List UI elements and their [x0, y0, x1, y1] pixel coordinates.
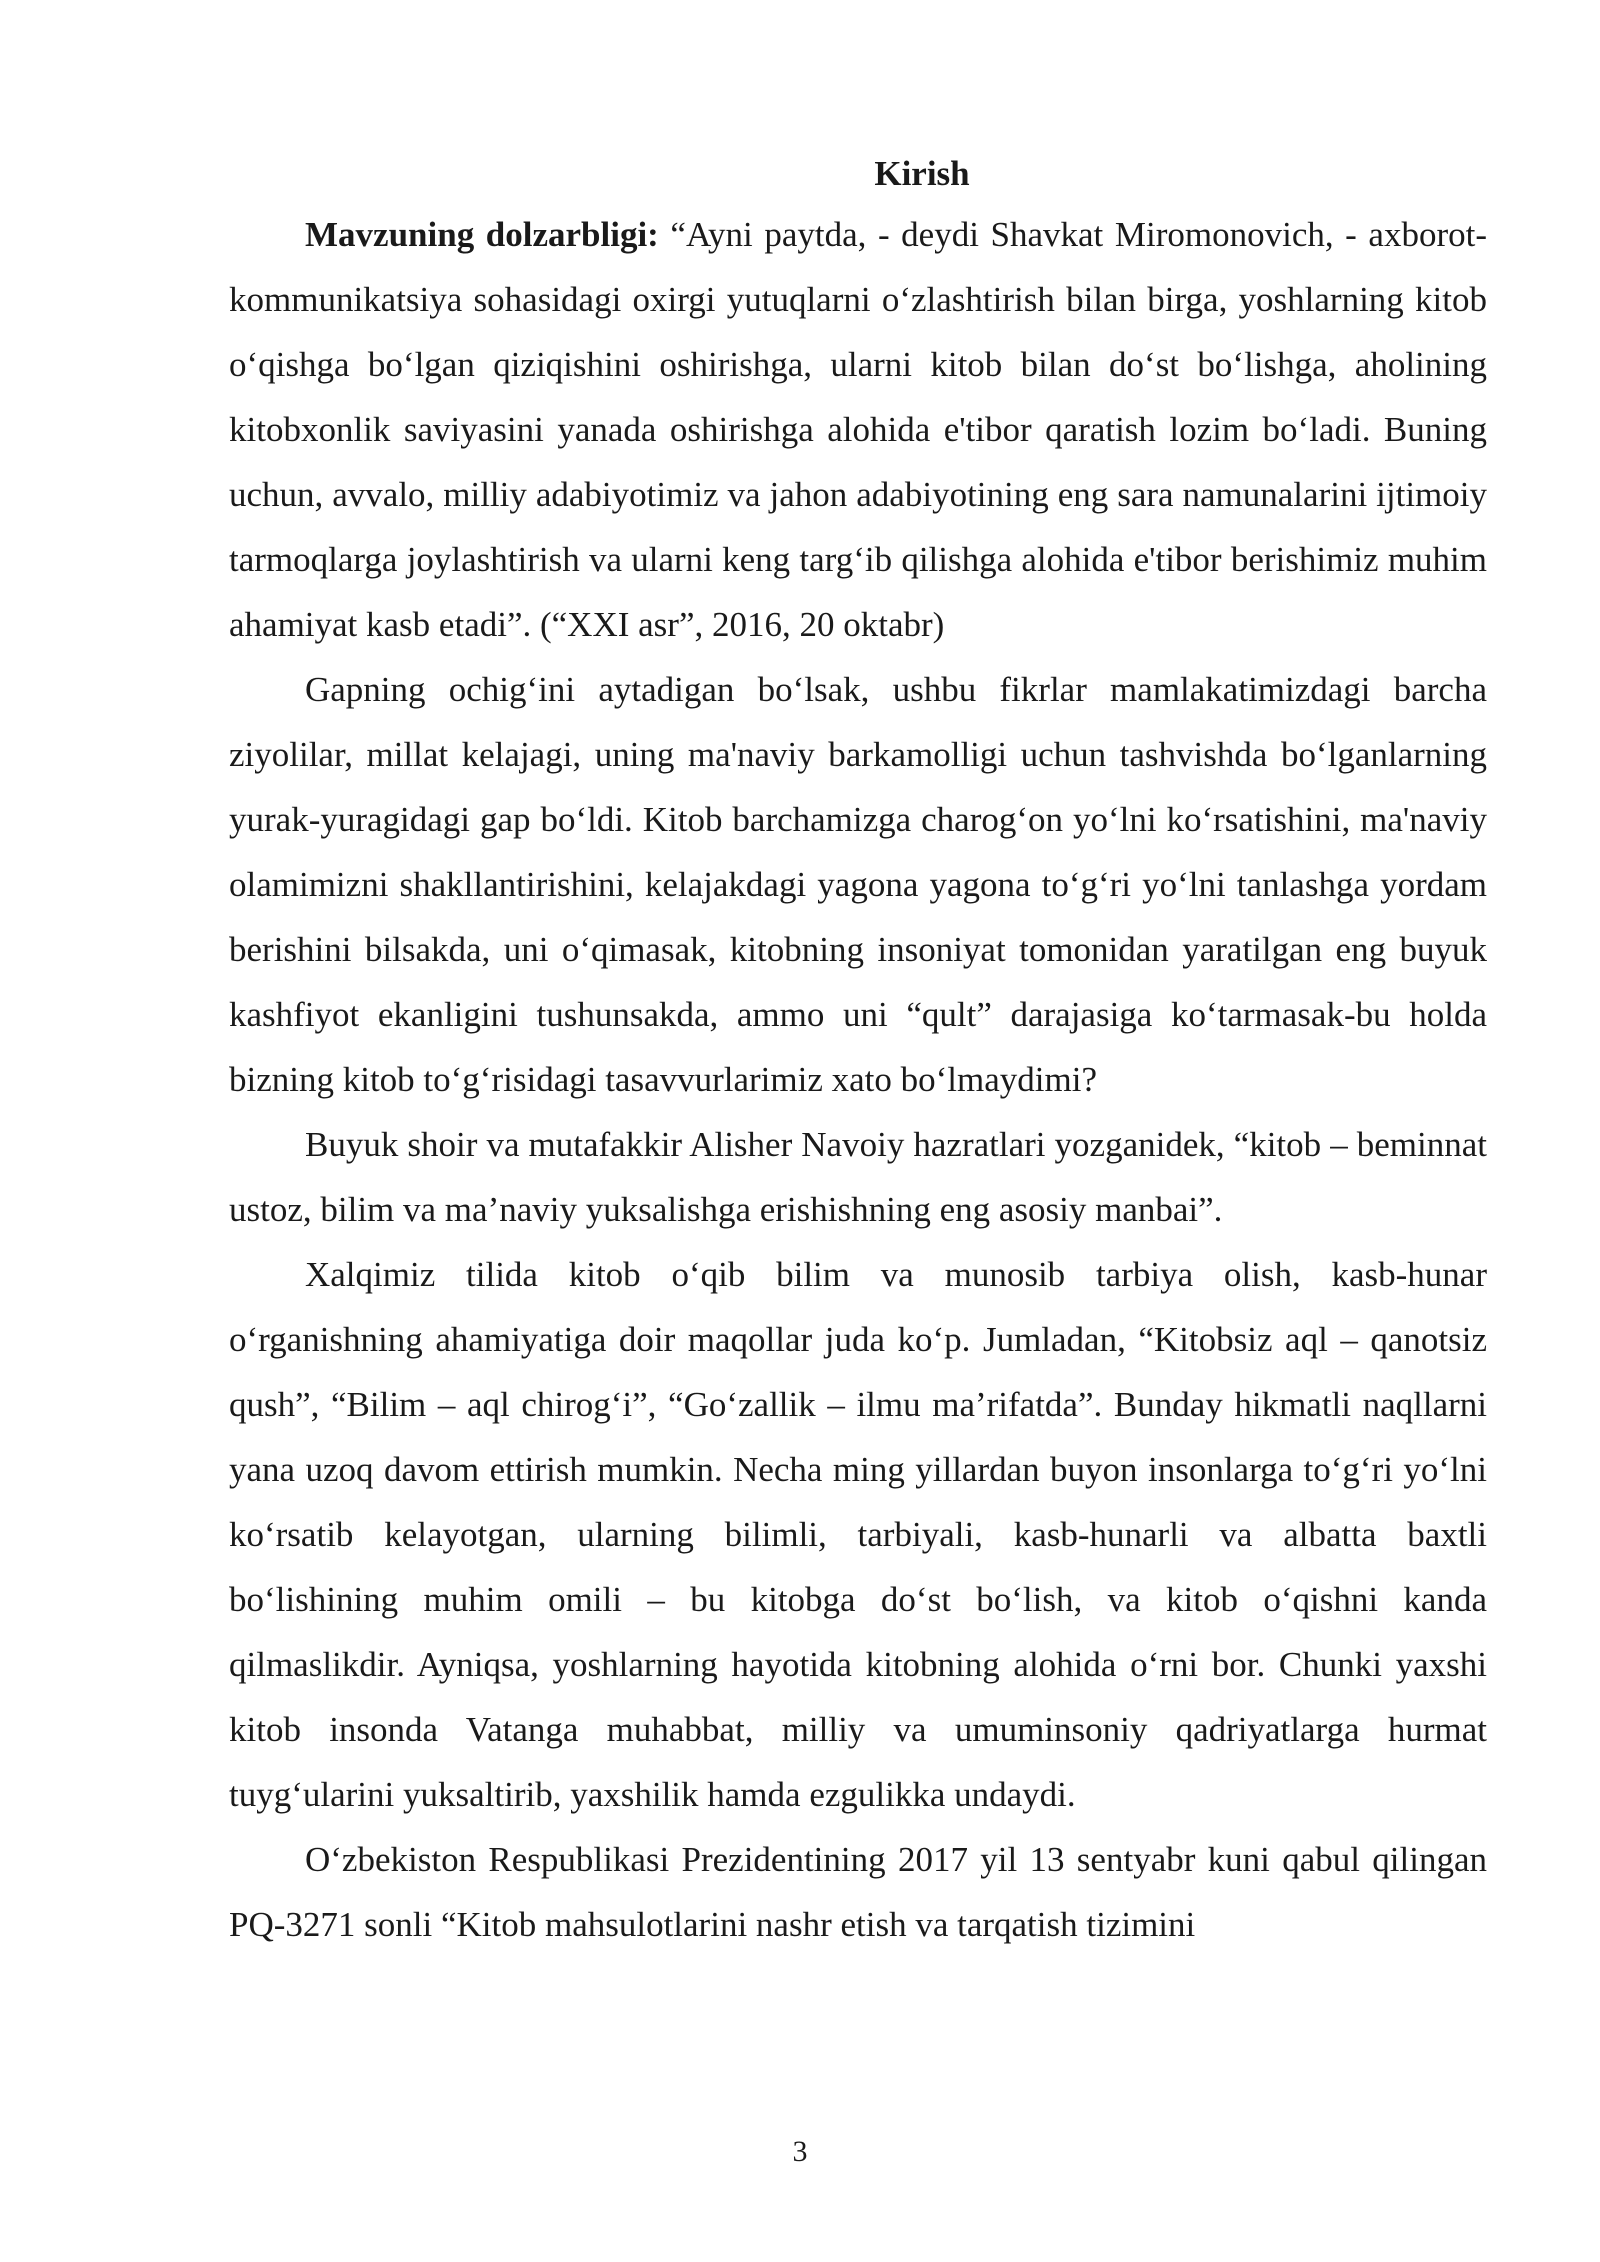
page-number: 3: [792, 2135, 808, 2168]
paragraph: [229, 1827, 1487, 1957]
document-body: [229, 148, 1487, 1957]
section-title: Kirish: [874, 154, 970, 193]
paragraph: [229, 657, 1487, 1112]
paragraph: [229, 1242, 1487, 1827]
paragraph-text: Xalqimiz tilida kitob oʻqib bilim va munosib tarbiya olish, kasb-hunar oʻrganishning ahamiyatiga doir maqollar juda koʻp. Jumladan, “Kitobsiz aql – qanotsiz qush”, “Bilim – aql chirogʻi”, “Goʻzallik – ilmu ma’rifatda”. Bunday hikmatli naqllarni yana uzoq davom ettirish mumkin. Necha ming yillardan buyon insonlarga toʻgʻri yoʻlni koʻrsatib kelayotgan, ularning bilimli, tarbiyali, kasb-hunarli va albatta baxtli boʻlishining muhim omili – bu kitobga doʻst boʻlish, va kitob oʻqishni kanda qilmaslikdir. Ayniqsa, yoshlarning hayotida kitobning alohida oʻrni bor. Chunki yaxshi kitob insonda Vatanga muhabbat, milliy va umuminsoniy qadriyatlarga hurmat tuygʻularini yuksaltirib, yaxshilik hamda ezgulikka undaydi.: [229, 1255, 1487, 1814]
paragraph-text: Oʻzbekiston Respublikasi Prezidentining 2017 yil 13 sentyabr kuni qabul qilingan PQ-3271 sonli “Kitob mahsulotlarini nashr etish va tarqatish tizimini: [229, 1840, 1487, 1944]
paragraph-text: Buyuk shoir va mutafakkir Alisher Navoiy hazratlari yozganidek, “kitob – beminnat ustoz, bilim va ma’naviy yuksalishga erishishning eng asosiy manbai”.: [229, 1125, 1487, 1229]
paragraph: [229, 1112, 1487, 1242]
paragraph-relevance: [229, 202, 1487, 657]
paragraph-lead: Mavzuning dolzarbligi:: [305, 215, 659, 254]
paragraph-text: Gapning ochigʻini aytadigan boʻlsak, ushbu fikrlar mamlakatimizdagi barcha ziyolilar, millat kelajagi, uning ma'naviy barkamolligi uchun tashvishda boʻlganlarning yurak-yuragidagi gap boʻldi. Kitob barchamizga charogʻon yoʻlni koʻrsatishini, ma'naviy olamimizni shakllantirishini, kelajakdagi yagona yagona toʻgʻri yoʻlni tanlashga yordam berishini bilsakda, uni oʻqimasak, kitobning insoniyat tomonidan yaratilgan eng buyuk kashfiyot ekanligini tushunsakda, ammo uni “qult” darajasiga koʻtarmasak-bu holda bizning kitob toʻgʻrisidagi tasavvurlarimiz xato boʻlmaydimi?: [229, 670, 1487, 1099]
paragraph-text: “Ayni paytda, - deydi Shavkat Miromonovich, - axborot-kommunikatsiya sohasidagi oxirgi yutuqlarni oʻzlashtirish bilan birga, yoshlarning kitob oʻqishga boʻlgan qiziqishini oshirishga, ularni kitob bilan doʻst boʻlishga, aholining kitobxonlik saviyasini yanada oshirishga alohida e'tibor qaratish lozim boʻladi. Buning uchun, avvalo, milliy adabiyotimiz va jahon adabiyotining eng sara namunalarini ijtimoiy tarmoqlarga joylashtirish va ularni keng targʻib qilishga alohida e'tibor berishimiz muhim ahamiyat kasb etadi”. (“XXI asr”, 2016, 20 oktabr): [229, 215, 1487, 644]
